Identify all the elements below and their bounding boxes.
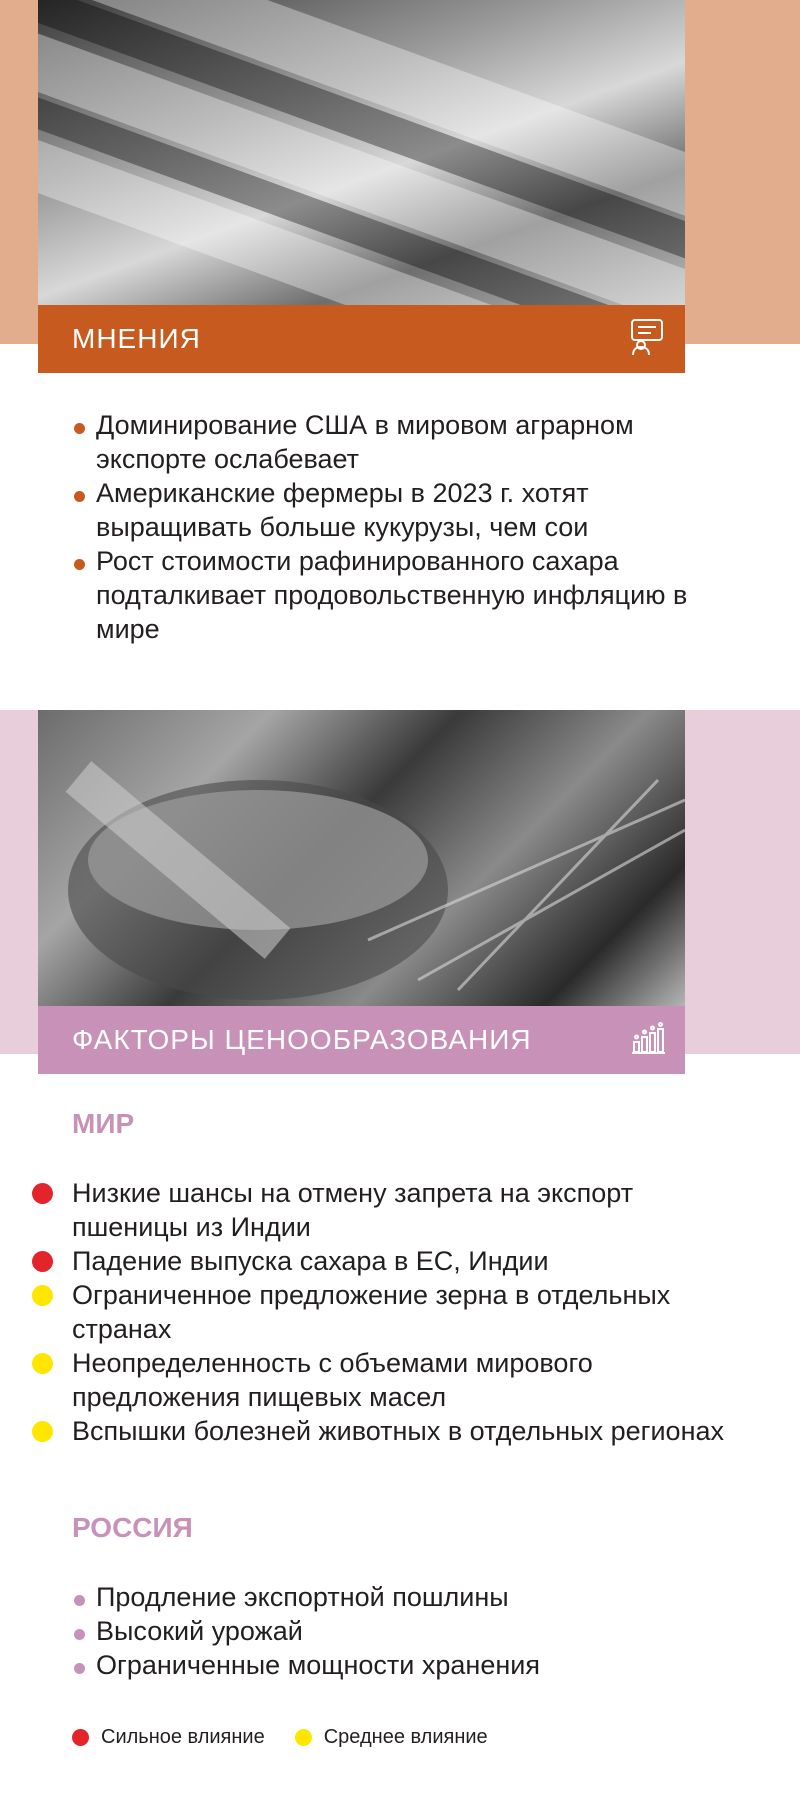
growth-bar-chart-icon — [631, 1022, 665, 1059]
opinions-list — [72, 408, 712, 646]
list-item: Доминирование США в мировом аграрном экспорте ослабевает — [72, 408, 712, 476]
world-factors-list — [32, 1176, 732, 1448]
list-item-text: Ограниченное предложение зерна в отдельных странах — [72, 1280, 671, 1344]
legend-medium — [295, 1726, 488, 1749]
russia-factors-list — [72, 1580, 712, 1682]
list-item — [32, 1244, 732, 1278]
impact-legend — [72, 1726, 518, 1749]
list-item: Ограниченные мощности хранения — [72, 1648, 712, 1682]
corn-cobs-photo — [38, 0, 685, 305]
strong-impact-dot — [72, 1729, 89, 1746]
opinions-title: МНЕНИЯ — [72, 323, 201, 354]
list-item — [32, 1176, 732, 1244]
list-item-text: Неопределенность с объемами мирового предложения пищевых масел — [72, 1348, 593, 1412]
list-item — [32, 1414, 732, 1448]
list-item-text: Вспышки болезней животных в отдельных регионах — [72, 1416, 724, 1446]
list-item — [32, 1278, 732, 1346]
list-item: Высокий урожай — [72, 1614, 712, 1648]
strong-impact-dot — [32, 1251, 53, 1272]
medium-impact-dot — [32, 1285, 53, 1306]
strong-impact-dot — [32, 1183, 53, 1204]
legend-medium-label: Среднее влияние — [323, 1726, 488, 1748]
wheat-grain-bowl-photo — [38, 710, 685, 1006]
list-item: Продление экспортной пошлины — [72, 1580, 712, 1614]
factors-header — [38, 1006, 685, 1074]
medium-impact-dot — [32, 1421, 53, 1442]
list-item: Американские фермеры в 2023 г. хотят выращивать больше кукурузы, чем сои — [72, 476, 712, 544]
opinions-header — [38, 305, 685, 373]
list-item — [32, 1346, 732, 1414]
list-item-text: Падение выпуска сахара в ЕС, Индии — [72, 1246, 549, 1276]
legend-strong — [72, 1726, 265, 1749]
list-item-text: Низкие шансы на отмену запрета на экспорт пшеницы из Индии — [72, 1178, 634, 1242]
russia-heading: РОССИЯ — [72, 1512, 193, 1543]
medium-impact-dot — [32, 1353, 53, 1374]
presentation-speaker-icon — [629, 318, 665, 361]
list-item: Рост стоимости рафинированного сахара подталкивает продовольственную инфляцию в мире — [72, 544, 712, 646]
medium-impact-dot — [295, 1729, 312, 1746]
factors-title: ФАКТОРЫ ЦЕНООБРАЗОВАНИЯ — [72, 1024, 532, 1055]
legend-strong-label: Сильное влияние — [101, 1726, 265, 1748]
world-heading: МИР — [72, 1108, 135, 1139]
